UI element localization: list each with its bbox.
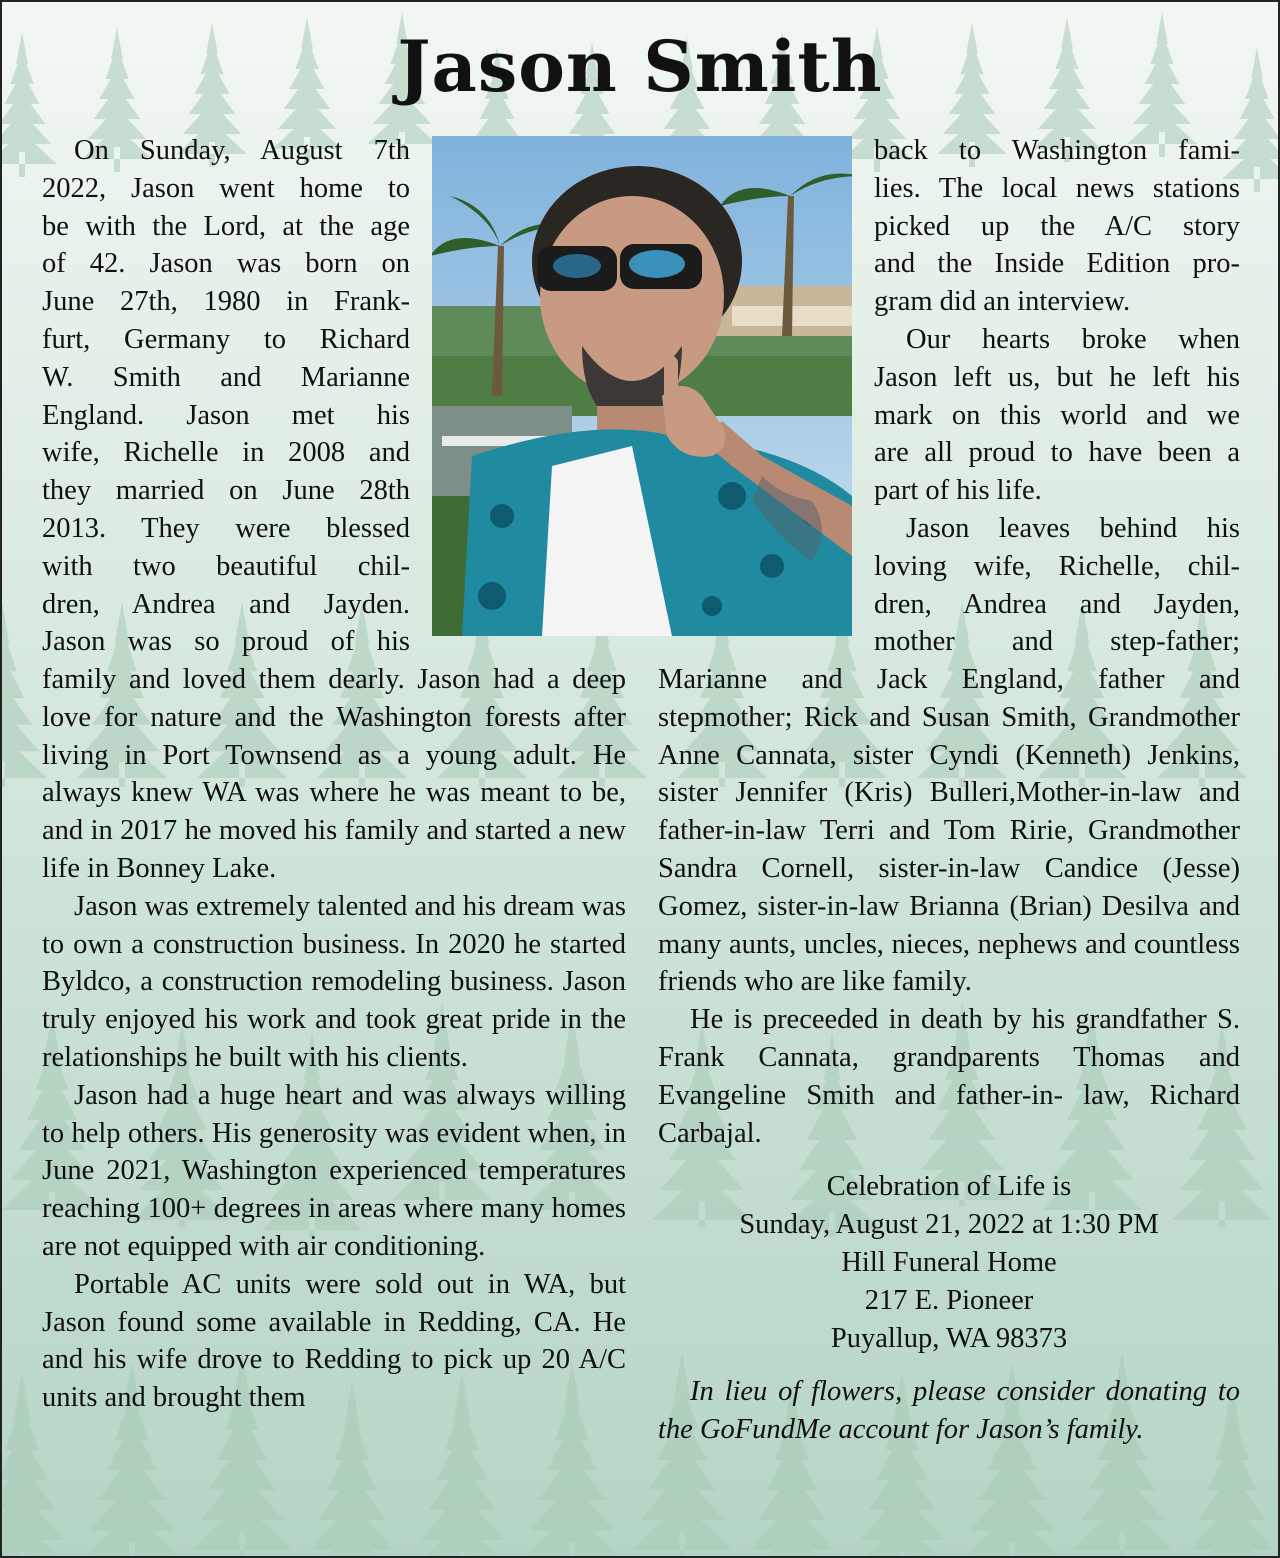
ac-units-paragraph: Portable AC units were sold out in WA, but Jason found some available in Redding, CA. He and his wife drove to Redding to pick up 20 A/C units and brought them [42, 1268, 626, 1414]
text-line: On Sunday, August 7th [74, 135, 410, 166]
text-line: Jason was so proud of his [42, 626, 410, 658]
text-line: are all proud to have been a [874, 437, 1240, 469]
celebration-line: Hill Funeral Home [841, 1246, 1057, 1278]
text-line: dren, Andrea and Jayden, [874, 588, 1240, 620]
text-line: lies. The local news stations [874, 172, 1240, 204]
right-top-lines [874, 132, 1240, 661]
celebration-line: Celebration of Life is [826, 1171, 1072, 1203]
text-line: mother and step-father; [874, 626, 1240, 658]
text-line: 2013. They were blessed [42, 512, 410, 544]
text-line: June 27th, 1980 in Frank- [42, 286, 410, 318]
text-line: furt, Germany to Richard [42, 323, 410, 355]
preceded-paragraph: He is preceeded in death by his grandfather S. Frank Cannata, grandparents Thomas and Evangeline Smith and father-in- law, Richard Carbajal. [658, 1004, 1240, 1149]
text-line: Jason leaves behind his [906, 512, 1240, 544]
text-line: and the Inside Edition pro- [874, 248, 1240, 280]
right-column-top [874, 132, 1240, 661]
left-column-top [42, 132, 410, 661]
text-line: Our hearts broke when [906, 323, 1240, 355]
construction-paragraph: Jason was extremely talented and his dream was to own a construction business. In 2020 he started Byldco, a construction remodeling business. Jason truly enjoyed his work and took great pride in the relationships he built with his clients. [42, 890, 626, 1073]
text-line: England. Jason met his [42, 399, 410, 431]
text-line: loving wife, Richelle, chil- [874, 550, 1240, 582]
text-line: they married on June 28th [42, 475, 410, 507]
celebration-line: Puyallup, WA 98373 [830, 1322, 1068, 1354]
text-line: W. Smith and Marianne [42, 361, 410, 393]
page-title: Jason Smith [397, 25, 883, 108]
text-line: Jason left us, but he left his [874, 361, 1240, 393]
text-line: wife, Richelle in 2008 and [42, 437, 410, 469]
in-lieu-of-flowers-note: In lieu of flowers, please consider donating to the GoFundMe account for Jason’s family. [658, 1376, 1240, 1446]
text-line: picked up the A/C story [874, 210, 1240, 242]
text-line: of 42. Jason was born on [42, 248, 410, 280]
text-line: back to Washington fami- [874, 135, 1240, 166]
text-line: dren, Andrea and Jayden. [42, 588, 410, 620]
intro-paragraph-continued: family and loved them dearly. Jason had a deep love for nature and the Washington forests after living in Port Townsend as a young adult. He always knew WA was where he was meant to be, and in 2017 he moved his family and started a new life in Bonney Lake. [42, 664, 626, 884]
survivors-paragraph-continued: Marianne and Jack England, father and stepmother; Rick and Susan Smith, Grandmother Anne Cannata, sister Cyndi (Kenneth) Jenkins, sister Jennifer (Kris) Bulleri,Mother-in-law and father-in-law Terri and Tom Ririe, Grandmother Sandra Cornell, sister-in-law Candice (Jesse) Gomez, sister-in-law Brianna (Brian) Desilva and many aunts, uncles, nieces, nephews and countless friends who are like family. [658, 664, 1240, 998]
text-line: 2022, Jason went home to [42, 172, 410, 204]
generosity-paragraph: Jason had a huge heart and was always willing to help others. His generosity was evident when, in June 2021, Washington experienced temperatures reaching 100+ degrees in areas where many homes are not equipped with air conditioning. [42, 1079, 626, 1262]
text-line: gram did an interview. [874, 286, 1131, 318]
celebration-of-life-block [658, 1168, 1240, 1357]
text-line: mark on this world and we [874, 399, 1240, 431]
portrait-photo [432, 136, 852, 636]
text-line: with two beautiful chil- [42, 550, 410, 582]
celebration-line: Sunday, August 21, 2022 at 1:30 PM [739, 1209, 1159, 1241]
text-line: be with the Lord, at the age [42, 210, 410, 242]
intro-paragraph-lines [42, 132, 410, 661]
text-line: part of his life. [874, 475, 1042, 507]
right-column-bottom [658, 661, 1240, 1449]
celebration-line: 217 E. Pioneer [864, 1284, 1034, 1316]
left-column-bottom [42, 661, 626, 1417]
